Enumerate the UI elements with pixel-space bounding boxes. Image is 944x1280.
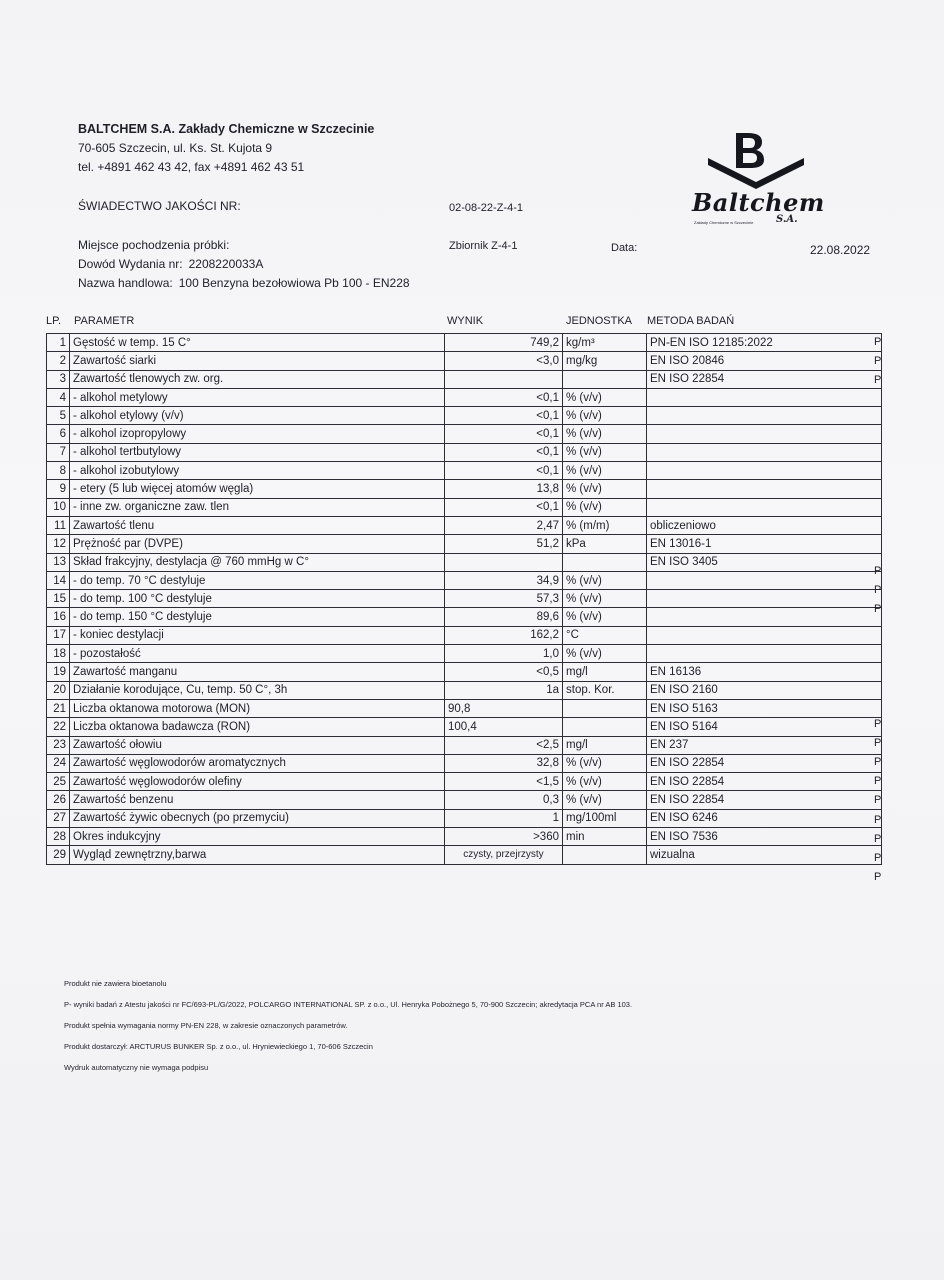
- row-method: [647, 571, 882, 589]
- table-row: [47, 462, 882, 480]
- row-method: EN ISO 22854: [647, 773, 882, 791]
- row-unit: % (v/v): [563, 791, 647, 809]
- row-unit: mg/l: [563, 736, 647, 754]
- row-method: PN-EN ISO 12185:2022: [647, 334, 882, 352]
- trade-value: 100 Benzyna bezołowiowa Pb 100 - EN228: [178, 276, 410, 290]
- sample-meta: [78, 236, 410, 293]
- row-result: 34,9: [445, 571, 563, 589]
- table-row: [47, 754, 882, 772]
- row-parameter: - inne zw. organiczne zaw. tlen: [70, 498, 445, 516]
- origin-value: Zbiornik Z-4-1: [449, 240, 518, 252]
- row-lp: 28: [47, 828, 70, 846]
- row-parameter: - alkohol izopropylowy: [70, 425, 445, 443]
- row-method: EN ISO 5163: [647, 699, 882, 717]
- row-unit: [563, 553, 647, 571]
- row-lp: 12: [47, 535, 70, 553]
- row-method: EN ISO 20846: [647, 352, 882, 370]
- row-accreditation-mark: P: [874, 851, 882, 864]
- row-method: [647, 608, 882, 626]
- row-lp: 14: [47, 571, 70, 589]
- row-parameter: - koniec destylacji: [70, 626, 445, 644]
- row-result: 162,2: [445, 626, 563, 644]
- footer-notes: [64, 973, 632, 1078]
- row-parameter: - alkohol metylowy: [70, 388, 445, 406]
- row-parameter: - alkohol izobutylowy: [70, 462, 445, 480]
- row-parameter: - pozostałość: [70, 645, 445, 663]
- row-method: [647, 645, 882, 663]
- row-accreditation-mark: P: [874, 565, 882, 578]
- row-unit: mg/l: [563, 663, 647, 681]
- table-row: [47, 828, 882, 846]
- row-unit: % (v/v): [563, 773, 647, 791]
- row-parameter: - do temp. 70 °C destyluje: [70, 571, 445, 589]
- header-lp: LP.: [46, 315, 62, 327]
- table-row: [47, 846, 882, 864]
- row-accreditation-mark: P: [874, 336, 882, 348]
- row-unit: stop. Kor.: [563, 681, 647, 699]
- table-row: [47, 809, 882, 827]
- row-accreditation-mark: P: [874, 603, 882, 616]
- row-accreditation-mark: P: [874, 737, 882, 750]
- table-row: [47, 535, 882, 553]
- row-result: <0,1: [445, 425, 563, 443]
- row-lp: 10: [47, 498, 70, 516]
- row-unit: [563, 370, 647, 388]
- row-lp: 3: [47, 370, 70, 388]
- row-parameter: Skład frakcyjny, destylacja @ 760 mmHg w C°: [70, 553, 445, 571]
- row-lp: 2: [47, 352, 70, 370]
- row-result: 1,0: [445, 645, 563, 663]
- table-row: [47, 608, 882, 626]
- parameters-table: [46, 333, 882, 865]
- row-unit: kg/m³: [563, 334, 647, 352]
- row-result: 1: [445, 809, 563, 827]
- row-method: EN 13016-1: [647, 535, 882, 553]
- issue-label: Dowód Wydania nr:: [78, 257, 183, 271]
- row-unit: % (m/m): [563, 516, 647, 534]
- table-row: [47, 516, 882, 534]
- row-unit: % (v/v): [563, 590, 647, 608]
- row-method: EN ISO 2160: [647, 681, 882, 699]
- row-result: 100,4: [445, 718, 563, 736]
- row-method: EN ISO 22854: [647, 791, 882, 809]
- row-parameter: Wygląd zewnętrzny,barwa: [70, 846, 445, 864]
- table-row: [47, 425, 882, 443]
- row-method: [647, 388, 882, 406]
- row-parameter: - do temp. 150 °C destyluje: [70, 608, 445, 626]
- row-method: [647, 626, 882, 644]
- table-row: [47, 773, 882, 791]
- origin-label: Miejsce pochodzenia próbki:: [78, 238, 230, 252]
- row-unit: % (v/v): [563, 443, 647, 461]
- row-method: [647, 443, 882, 461]
- row-method: EN 237: [647, 736, 882, 754]
- row-lp: 23: [47, 736, 70, 754]
- row-lp: 24: [47, 754, 70, 772]
- row-unit: % (v/v): [563, 608, 647, 626]
- header-wynik: WYNIK: [447, 315, 484, 327]
- row-lp: 19: [47, 663, 70, 681]
- row-result: <0,1: [445, 462, 563, 480]
- footer-signature-note: Wydruk automatyczny nie wymaga podpisu: [64, 1063, 209, 1072]
- row-parameter: Zawartość węglowodorów olefiny: [70, 773, 445, 791]
- row-unit: % (v/v): [563, 480, 647, 498]
- row-accreditation-mark: P: [874, 355, 882, 368]
- row-lp: 7: [47, 443, 70, 461]
- header-metoda: METODA BADAŃ: [647, 315, 735, 327]
- row-result: <1,5: [445, 773, 563, 791]
- header-jednostka: JEDNOSTKA: [566, 315, 633, 327]
- row-unit: % (v/v): [563, 645, 647, 663]
- row-unit: % (v/v): [563, 571, 647, 589]
- table-row: [47, 553, 882, 571]
- row-method: [647, 425, 882, 443]
- row-accreditation-mark: P: [874, 794, 882, 807]
- row-method: EN 16136: [647, 663, 882, 681]
- row-unit: mg/100ml: [563, 809, 647, 827]
- table-row: [47, 498, 882, 516]
- row-lp: 18: [47, 645, 70, 663]
- row-lp: 13: [47, 553, 70, 571]
- row-unit: kPa: [563, 535, 647, 553]
- row-result: <3,0: [445, 352, 563, 370]
- row-method: [647, 462, 882, 480]
- table-row: [47, 645, 882, 663]
- company-name: BALTCHEM S.A. Zakłady Chemiczne w Szczecinie: [78, 122, 375, 136]
- row-unit: % (v/v): [563, 462, 647, 480]
- row-lp: 15: [47, 590, 70, 608]
- footer-bioethanol: Produkt nie zawiera bioetanolu: [64, 979, 167, 988]
- row-accreditation-mark: P: [874, 584, 882, 597]
- table-row: [47, 334, 882, 352]
- row-method: EN ISO 7536: [647, 828, 882, 846]
- row-lp: 20: [47, 681, 70, 699]
- row-lp: 1: [47, 334, 70, 352]
- issue-value: 2208220033A: [188, 257, 264, 271]
- row-result: <0,1: [445, 388, 563, 406]
- company-address: 70-605 Szczecin, ul. Ks. St. Kujota 9: [78, 141, 273, 155]
- row-unit: % (v/v): [563, 407, 647, 425]
- row-accreditation-mark: P: [874, 718, 882, 730]
- row-lp: 6: [47, 425, 70, 443]
- row-unit: °C: [563, 626, 647, 644]
- row-lp: 9: [47, 480, 70, 498]
- table-row: [47, 480, 882, 498]
- row-result: <0,5: [445, 663, 563, 681]
- logo-brand: Baltchem: [692, 188, 825, 217]
- company-header: [78, 120, 374, 177]
- table-row: [47, 388, 882, 406]
- logo-b-chevron-icon: [706, 128, 806, 190]
- row-lp: 29: [47, 846, 70, 864]
- company-contact: tel. +4891 462 43 42, fax +4891 462 43 51: [78, 160, 305, 174]
- table-row: [47, 791, 882, 809]
- row-parameter: Zawartość żywic obecnych (po przemyciu): [70, 809, 445, 827]
- row-parameter: Działanie korodujące, Cu, temp. 50 C°, 3h: [70, 681, 445, 699]
- row-result: 13,8: [445, 480, 563, 498]
- row-unit: % (v/v): [563, 425, 647, 443]
- row-parameter: Zawartość manganu: [70, 663, 445, 681]
- row-result: 2,47: [445, 516, 563, 534]
- row-result: <0,1: [445, 443, 563, 461]
- footer-compliance: Produkt spełnia wymagania normy PN-EN 228, w zakresie oznaczonych parametrów.: [64, 1021, 348, 1030]
- row-parameter: Zawartość tlenu: [70, 516, 445, 534]
- row-accreditation-mark: P: [874, 832, 882, 845]
- row-accreditation-mark: P: [874, 870, 882, 883]
- row-parameter: - alkohol etylowy (v/v): [70, 407, 445, 425]
- row-parameter: Liczba oktanowa motorowa (MON): [70, 699, 445, 717]
- row-method: EN ISO 5164: [647, 718, 882, 736]
- row-parameter: Zawartość węglowodorów aromatycznych: [70, 754, 445, 772]
- row-parameter: Prężność par (DVPE): [70, 535, 445, 553]
- row-parameter: Zawartość benzenu: [70, 791, 445, 809]
- footer-supplier: Produkt dostarczył: ARCTURUS BUNKER Sp. z o.o., ul. Hryniewieckiego 1, 70-606 Szczecin: [64, 1042, 373, 1051]
- row-unit: [563, 718, 647, 736]
- row-method: EN ISO 22854: [647, 754, 882, 772]
- row-method: [647, 498, 882, 516]
- baltchem-logo: [690, 128, 825, 228]
- row-lp: 21: [47, 699, 70, 717]
- row-result: 57,3: [445, 590, 563, 608]
- row-unit: min: [563, 828, 647, 846]
- row-lp: 16: [47, 608, 70, 626]
- row-parameter: Zawartość siarki: [70, 352, 445, 370]
- row-lp: 26: [47, 791, 70, 809]
- row-method: [647, 590, 882, 608]
- row-lp: 22: [47, 718, 70, 736]
- table-row: [47, 407, 882, 425]
- trade-label: Nazwa handlowa:: [78, 276, 173, 290]
- row-lp: 5: [47, 407, 70, 425]
- row-lp: 25: [47, 773, 70, 791]
- row-unit: % (v/v): [563, 754, 647, 772]
- row-lp: 4: [47, 388, 70, 406]
- table-row: [47, 663, 882, 681]
- row-parameter: Zawartość tlenowych zw. org.: [70, 370, 445, 388]
- row-result: 749,2: [445, 334, 563, 352]
- row-result: >360: [445, 828, 563, 846]
- row-method: EN ISO 22854: [647, 370, 882, 388]
- row-parameter: - alkohol tertbutylowy: [70, 443, 445, 461]
- row-accreditation-mark: P: [874, 775, 882, 788]
- row-lp: 8: [47, 462, 70, 480]
- table-row: [47, 736, 882, 754]
- table-row: [47, 352, 882, 370]
- row-method: wizualna: [647, 846, 882, 864]
- row-result: <0,1: [445, 498, 563, 516]
- row-result: 51,2: [445, 535, 563, 553]
- row-parameter: - etery (5 lub więcej atomów węgla): [70, 480, 445, 498]
- row-method: EN ISO 6246: [647, 809, 882, 827]
- table-row: [47, 681, 882, 699]
- row-unit: [563, 846, 647, 864]
- row-method: [647, 480, 882, 498]
- table-row: [47, 370, 882, 388]
- row-unit: mg/kg: [563, 352, 647, 370]
- row-method: [647, 407, 882, 425]
- row-unit: % (v/v): [563, 498, 647, 516]
- table-row: [47, 699, 882, 717]
- date-value: 22.08.2022: [810, 243, 871, 257]
- row-unit: % (v/v): [563, 388, 647, 406]
- row-parameter: Liczba oktanowa badawcza (RON): [70, 718, 445, 736]
- row-accreditation-mark: P: [874, 756, 882, 769]
- row-result: [445, 370, 563, 388]
- row-parameter: Gęstość w temp. 15 C°: [70, 334, 445, 352]
- logo-tagline: Zakłady Chemiczne w Szczecinie: [694, 220, 754, 225]
- row-parameter: - do temp. 100 °C destyluje: [70, 590, 445, 608]
- row-result: 89,6: [445, 608, 563, 626]
- table-row: [47, 571, 882, 589]
- row-accreditation-mark: P: [874, 374, 882, 387]
- row-result: 90,8: [445, 699, 563, 717]
- table-row: [47, 718, 882, 736]
- row-result: 32,8: [445, 754, 563, 772]
- logo-suffix: S.A.: [776, 214, 798, 225]
- row-result: 1a: [445, 681, 563, 699]
- table-row: [47, 626, 882, 644]
- row-result: czysty, przejrzysty: [445, 846, 563, 864]
- row-lp: 27: [47, 809, 70, 827]
- row-result: 0,3: [445, 791, 563, 809]
- row-accreditation-mark: P: [874, 813, 882, 826]
- row-lp: 11: [47, 516, 70, 534]
- row-parameter: Okres indukcyjny: [70, 828, 445, 846]
- row-result: <2,5: [445, 736, 563, 754]
- table-row: [47, 443, 882, 461]
- table-row: [47, 590, 882, 608]
- row-lp: 17: [47, 626, 70, 644]
- row-result: [445, 553, 563, 571]
- footer-accreditation: P- wyniki badań z Atestu jakości nr FC/693-PL/G/2022, POLCARGO INTERNATIONAL SP. z o.o., Ul. Henryka Pobożnego 5, 70-900 Szczecin; akredytacja PCA nr AB 103.: [64, 1000, 633, 1009]
- row-result: <0,1: [445, 407, 563, 425]
- row-method: EN ISO 3405: [647, 553, 882, 571]
- certificate-label: ŚWIADECTWO JAKOŚCI NR:: [78, 199, 241, 213]
- row-unit: [563, 699, 647, 717]
- row-method: obliczeniowo: [647, 516, 882, 534]
- header-parametr: PARAMETR: [74, 315, 135, 327]
- date-label: Data:: [611, 242, 638, 254]
- certificate-number: 02-08-22-Z-4-1: [449, 202, 523, 214]
- row-parameter: Zawartość ołowiu: [70, 736, 445, 754]
